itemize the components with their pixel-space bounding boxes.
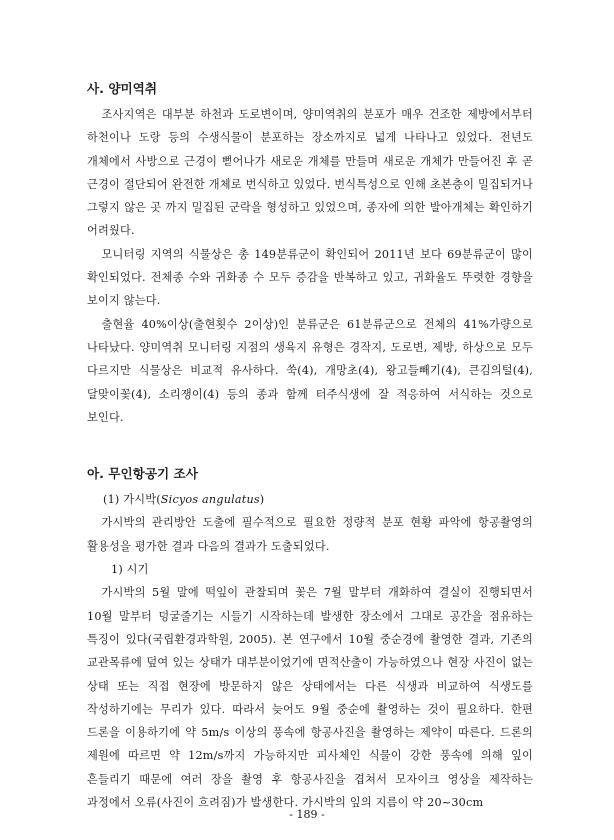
section-heading-sa: 사. 양미역취	[87, 81, 157, 96]
paragraph-a-1: 가시박의 관리방안 도출에 필수적으로 필요한 정량적 분포 현황 파악에 항공촬영의 활용성을 평가한 결과 다음의 결과가 도출되었다.	[87, 516, 533, 553]
subheading-timing: 1) 시기	[111, 563, 149, 577]
subheading-sicyos	[87, 488, 533, 511]
paragraph-a-2: 가시박의 5월 말에 떡잎이 관찰되며 꽃은 7월 말부터 개화하여 결실이 진행되면서 10월 말부터 덩굴줄기는 시들기 시작하는데 발생한 장소에서 그대로 공간을 점유하는 특징이 있다(국립환경과학원, 2005). 본 연구에서 10월 중순경에 촬영한 결과, 기존의 교관목류에 덮여 있는 상태가 대부분이었기에 면적산출이 가능하였으나 현장 사진이 없는 상태 또는 직접 현장에 방문하지 않은 상태에서는 다른 식생과 비교하여 식생도를 작성하기에는 무리가 있다. 따라서 늦어도 9월 중순에 촬영하는 것이 필요하다. 한편 드론을 이용하기에 약 5m/s 이상의 풍속에 항공사진을 촬영하는 제약이 따른다. 드론의 제원에 따르면 약 12m/s까지 가능하지만 피사체인 식물이 강한 풍속에 의해 잎이 흔들리기 때문에 여러 장을 촬영 후 항공사진을 겹쳐서 모자이크 영상을 제작하는 과정에서 오류(사진이 흐려짐)가 발생한다. 가시박의 잎의 지름이 약 20~30cm	[87, 586, 533, 810]
section-heading-a: 아. 무인항공기 조사	[87, 466, 198, 482]
page-number: - 189 -	[289, 808, 325, 821]
paragraph-sa-3: 출현율 40%이상(출현횟수 2이상)인 분류군은 61분류군으로 전체의 41%가량으로 나타났다. 양미역취 모니터링 지점의 생육지 유형은 경작지, 도로변, 제방, 하상으로 모두 다르지만 식물상은 비교적 유사하다. 쑥(4), 개망초(4), 왕고들빼기(4), 큰김의털(4), 달맞이꽃(4), 소리쟁이(4) 등의 종과 함께 터주식생에 잘 적응하여 서식하는 것으로 보인다.	[87, 317, 533, 424]
paragraph-sa-2: 모니터링 지역의 식물상은 총 149분류군이 확인되어 2011년 보다 69분류군이 많이 확인되었다. 전체종 수와 귀화종 수 모두 증감을 반복하고 있고, 귀화율도 뚜렷한 경향을 보이지 않는다.	[87, 247, 533, 308]
scientific-name: Sicyos angulatus	[160, 493, 260, 507]
subheading-suffix: )	[259, 493, 265, 507]
document-body	[87, 78, 533, 814]
subheading-prefix: (1) 가시박(	[103, 493, 161, 507]
paragraph-sa-1: 조사지역은 대부분 하천과 도로변이며, 양미역취의 분포가 매우 건조한 제방에서부터 하천이나 도랑 등의 수생식물이 분포하는 장소까지로 넓게 나타나고 있었다. 전년도 개체에서 사방으로 근경이 뻗어나가 새로운 개체를 만들며 새로운 개체가 만들어진 후 곧 근경이 절단되어 완전한 개체로 번식하고 있었다. 번식특성으로 인해 초본층이 밀집되거나 그렇지 않은 곳 까지 밀집된 군락을 형성하고 있었으며, 종자에 의한 발아개체는 확인하기 어려웠다.	[87, 108, 533, 238]
